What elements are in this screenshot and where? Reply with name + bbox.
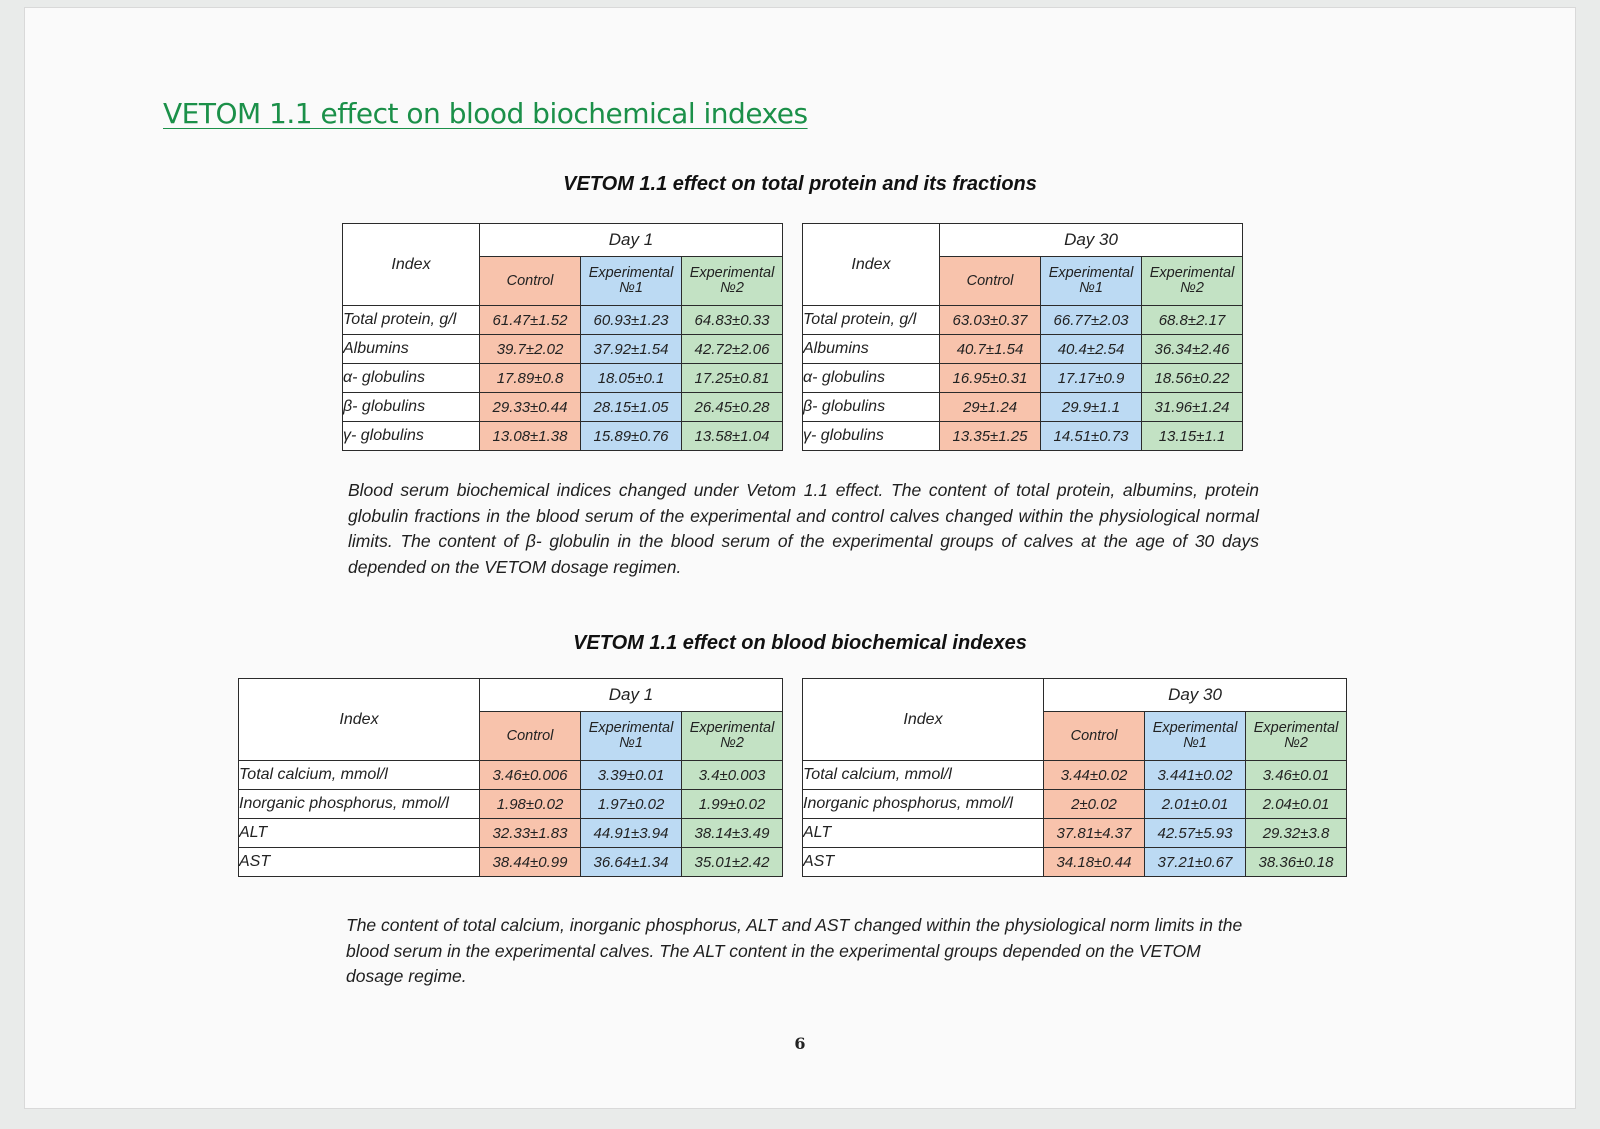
control-value: 40.7±1.54: [940, 335, 1041, 364]
table-row: [803, 335, 1243, 364]
experimental-1-value: 37.21±0.67: [1145, 848, 1246, 877]
document-title: VETOM 1.1 effect on blood biochemical indexes: [163, 97, 808, 130]
table-row: [803, 848, 1347, 877]
control-value: 13.35±1.25: [940, 422, 1041, 451]
table-row: [343, 306, 783, 335]
control-value: 32.33±1.83: [480, 819, 581, 848]
control-value: 38.44±0.99: [480, 848, 581, 877]
table-row: [803, 306, 1243, 335]
experimental-1-value: 42.57±5.93: [1145, 819, 1246, 848]
experimental-2-value: 38.36±0.18: [1246, 848, 1347, 877]
row-label: Albumins: [343, 335, 480, 364]
experimental-2-value: 35.01±2.42: [682, 848, 783, 877]
control-value: 34.18±0.44: [1044, 848, 1145, 877]
day-header: Day 30: [940, 224, 1243, 257]
index-header: Index: [803, 679, 1044, 761]
day-header: Day 1: [480, 224, 783, 257]
protein-table-day30: [802, 223, 1243, 451]
experimental-1-value: 14.51±0.73: [1041, 422, 1142, 451]
row-label: β- globulins: [343, 393, 480, 422]
experimental-1-header: Experimental №1: [581, 712, 682, 761]
protein-section-title: VETOM 1.1 effect on total protein and its fractions: [563, 173, 1037, 195]
experimental-1-value: 44.91±3.94: [581, 819, 682, 848]
control-value: 1.98±0.02: [480, 790, 581, 819]
table-row: [239, 761, 783, 790]
row-label: AST: [803, 848, 1044, 877]
row-label: α- globulins: [343, 364, 480, 393]
row-label: AST: [239, 848, 480, 877]
day-header: Day 1: [480, 679, 783, 712]
row-label: Total calcium, mmol/l: [803, 761, 1044, 790]
experimental-2-value: 2.04±0.01: [1246, 790, 1347, 819]
table-row: [343, 422, 783, 451]
experimental-1-value: 15.89±0.76: [581, 422, 682, 451]
control-value: 3.44±0.02: [1044, 761, 1145, 790]
table-row: [803, 364, 1243, 393]
control-value: 39.7±2.02: [480, 335, 581, 364]
index-header: Index: [803, 224, 940, 306]
experimental-2-value: 13.15±1.1: [1142, 422, 1243, 451]
table-row: [239, 848, 783, 877]
control-header: Control: [1044, 712, 1145, 761]
experimental-1-value: 17.17±0.9: [1041, 364, 1142, 393]
experimental-1-header: Experimental №1: [1145, 712, 1246, 761]
row-label: α- globulins: [803, 364, 940, 393]
table-row: [343, 393, 783, 422]
row-label: Total protein, g/l: [343, 306, 480, 335]
row-label: Total protein, g/l: [803, 306, 940, 335]
table-row: [239, 819, 783, 848]
row-label: Albumins: [803, 335, 940, 364]
index-header: Index: [239, 679, 480, 761]
row-label: ALT: [803, 819, 1044, 848]
experimental-2-value: 29.32±3.8: [1246, 819, 1347, 848]
control-value: 3.46±0.006: [480, 761, 581, 790]
experimental-1-value: 37.92±1.54: [581, 335, 682, 364]
experimental-2-value: 18.56±0.22: [1142, 364, 1243, 393]
biochem-summary-paragraph: The content of total calcium, inorganic phosphorus, ALT and AST changed within the physiological norm limits in the blood serum in the experimental calves. The ALT content in the experimental groups depended on the VETOM dosage regime.: [346, 915, 1243, 986]
experimental-2-value: 64.83±0.33: [682, 306, 783, 335]
experimental-1-value: 36.64±1.34: [581, 848, 682, 877]
protein-table-day1: [342, 223, 783, 451]
control-value: 29.33±0.44: [480, 393, 581, 422]
control-value: 16.95±0.31: [940, 364, 1041, 393]
experimental-1-value: 60.93±1.23: [581, 306, 682, 335]
experimental-2-value: 26.45±0.28: [682, 393, 783, 422]
table-row: [803, 790, 1347, 819]
experimental-2-value: 3.4±0.003: [682, 761, 783, 790]
biochem-section-title: VETOM 1.1 effect on blood biochemical indexes: [573, 632, 1027, 654]
experimental-2-value: 68.8±2.17: [1142, 306, 1243, 335]
row-label: Total calcium, mmol/l: [239, 761, 480, 790]
experimental-2-value: 1.99±0.02: [682, 790, 783, 819]
experimental-1-value: 1.97±0.02: [581, 790, 682, 819]
row-label: γ- globulins: [343, 422, 480, 451]
control-value: 2±0.02: [1044, 790, 1145, 819]
experimental-2-value: 36.34±2.46: [1142, 335, 1243, 364]
table-row: [343, 364, 783, 393]
index-header: Index: [343, 224, 480, 306]
experimental-2-value: 42.72±2.06: [682, 335, 783, 364]
experimental-1-value: 40.4±2.54: [1041, 335, 1142, 364]
control-value: 37.81±4.37: [1044, 819, 1145, 848]
experimental-1-value: 66.77±2.03: [1041, 306, 1142, 335]
row-label: Inorganic phosphorus, mmol/l: [239, 790, 480, 819]
table-row: [803, 422, 1243, 451]
experimental-2-value: 3.46±0.01: [1246, 761, 1347, 790]
experimental-2-value: 31.96±1.24: [1142, 393, 1243, 422]
table-row: [803, 761, 1347, 790]
page-number: 6: [794, 1034, 806, 1053]
control-value: 13.08±1.38: [480, 422, 581, 451]
experimental-2-header: Experimental №2: [1142, 257, 1243, 306]
control-value: 17.89±0.8: [480, 364, 581, 393]
table-row: [803, 393, 1243, 422]
document-page: [24, 7, 1576, 1109]
row-label: β- globulins: [803, 393, 940, 422]
experimental-2-value: 17.25±0.81: [682, 364, 783, 393]
experimental-1-value: 18.05±0.1: [581, 364, 682, 393]
row-label: γ- globulins: [803, 422, 940, 451]
control-header: Control: [480, 712, 581, 761]
experimental-1-value: 3.441±0.02: [1145, 761, 1246, 790]
experimental-2-header: Experimental №2: [682, 712, 783, 761]
experimental-2-header: Experimental №2: [1246, 712, 1347, 761]
day-header: Day 30: [1044, 679, 1347, 712]
experimental-1-value: 3.39±0.01: [581, 761, 682, 790]
experimental-1-value: 29.9±1.1: [1041, 393, 1142, 422]
experimental-2-header: Experimental №2: [682, 257, 783, 306]
experimental-1-value: 2.01±0.01: [1145, 790, 1246, 819]
row-label: ALT: [239, 819, 480, 848]
table-row: [803, 819, 1347, 848]
row-label: Inorganic phosphorus, mmol/l: [803, 790, 1044, 819]
biochem-table-day1: [238, 678, 783, 877]
table-row: [343, 335, 783, 364]
control-value: 61.47±1.52: [480, 306, 581, 335]
protein-summary-paragraph: Blood serum biochemical indices changed under Vetom 1.1 effect. The content of total protein, albumins, protein globulin fractions in the blood serum of the experimental and control calves changed within the physiological normal limits. The content of β- globulin in the blood serum of the experimental groups of calves at the age of 30 days depended on the VETOM dosage regimen.: [348, 480, 1259, 577]
control-value: 63.03±0.37: [940, 306, 1041, 335]
control-header: Control: [940, 257, 1041, 306]
control-header: Control: [480, 257, 581, 306]
experimental-2-value: 13.58±1.04: [682, 422, 783, 451]
experimental-1-header: Experimental №1: [581, 257, 682, 306]
table-row: [239, 790, 783, 819]
experimental-1-header: Experimental №1: [1041, 257, 1142, 306]
experimental-2-value: 38.14±3.49: [682, 819, 783, 848]
experimental-1-value: 28.15±1.05: [581, 393, 682, 422]
control-value: 29±1.24: [940, 393, 1041, 422]
biochem-table-day30: [802, 678, 1347, 877]
